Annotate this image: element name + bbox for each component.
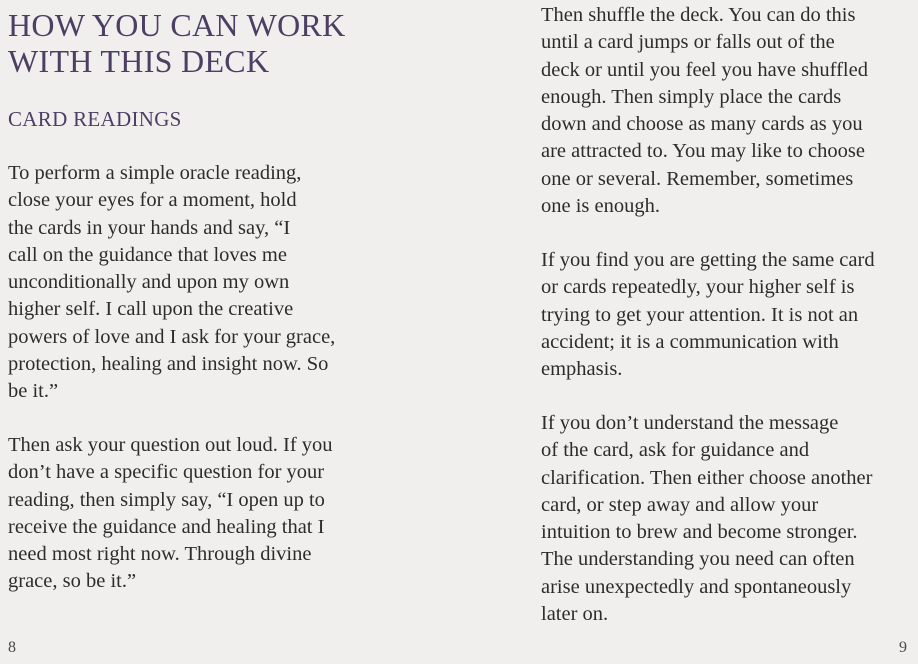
text-line: The understanding you need can often (541, 548, 855, 571)
right-page (459, 0, 918, 664)
text-line: later on. (541, 603, 609, 626)
text-line: To perform a simple oracle reading, (8, 162, 302, 184)
text-line: of the card, ask for guidance and (541, 439, 810, 462)
paragraph (541, 410, 872, 628)
page-number: 9 (899, 639, 907, 656)
title-line: WITH THIS DECK (8, 43, 270, 79)
page-number: 8 (8, 639, 16, 656)
page-title (8, 7, 408, 79)
text-line: intuition to brew and become stronger. (541, 521, 858, 544)
text-line: are attracted to. You may like to choose (541, 140, 865, 163)
section-heading: CARD READINGS (8, 107, 182, 131)
text-line: emphasis. (541, 358, 623, 381)
text-line: If you find you are getting the same card (541, 249, 875, 271)
text-line: accident; it is a communication with (541, 330, 839, 353)
text-line: don’t have a specific question for your (8, 461, 325, 484)
text-line: one or several. Remember, sometimes (541, 167, 854, 190)
text-line: or cards repeatedly, your higher self is (541, 276, 855, 299)
text-line: the cards in your hands and say, “I (8, 216, 291, 239)
text-line: clarification. Then either choose another (541, 466, 873, 489)
text-line: arise unexpectedly and spontaneously (541, 575, 852, 598)
text-line: deck or until you feel you have shuffled (541, 58, 868, 81)
text-line: close your eyes for a moment, hold (8, 189, 297, 212)
text-line: reading, then simply say, “I open up to (8, 488, 325, 511)
paragraph (8, 432, 333, 596)
text-line: card, or step away and allow your (541, 493, 819, 516)
paragraph (8, 160, 335, 406)
title-line: HOW YOU CAN WORK (8, 7, 346, 43)
text-line: call on the guidance that loves me (8, 243, 287, 266)
text-line: trying to get your attention. It is not an (541, 303, 859, 326)
text-line: grace, so be it.” (8, 570, 137, 593)
text-line: Then ask your question out loud. If you (8, 434, 333, 456)
text-line: be it.” (8, 380, 59, 403)
text-line: unconditionally and upon my own (8, 271, 290, 294)
text-line: protection, healing and insight now. So (8, 353, 329, 376)
text-line: Then shuffle the deck. You can do this (541, 4, 856, 26)
paragraph (541, 247, 875, 383)
text-line: until a card jumps or falls out of the (541, 31, 835, 54)
text-line: powers of love and I ask for your grace, (8, 325, 336, 348)
text-line: receive the guidance and healing that I (8, 515, 325, 538)
text-line: If you don’t understand the message (541, 412, 839, 434)
text-line: down and choose as many cards as you (541, 113, 863, 136)
text-line: one is enough. (541, 195, 660, 218)
text-line: higher self. I call upon the creative (8, 298, 294, 321)
text-line: enough. Then simply place the cards (541, 85, 842, 108)
paragraph (541, 2, 868, 220)
text-line: need most right now. Through divine (8, 543, 312, 566)
